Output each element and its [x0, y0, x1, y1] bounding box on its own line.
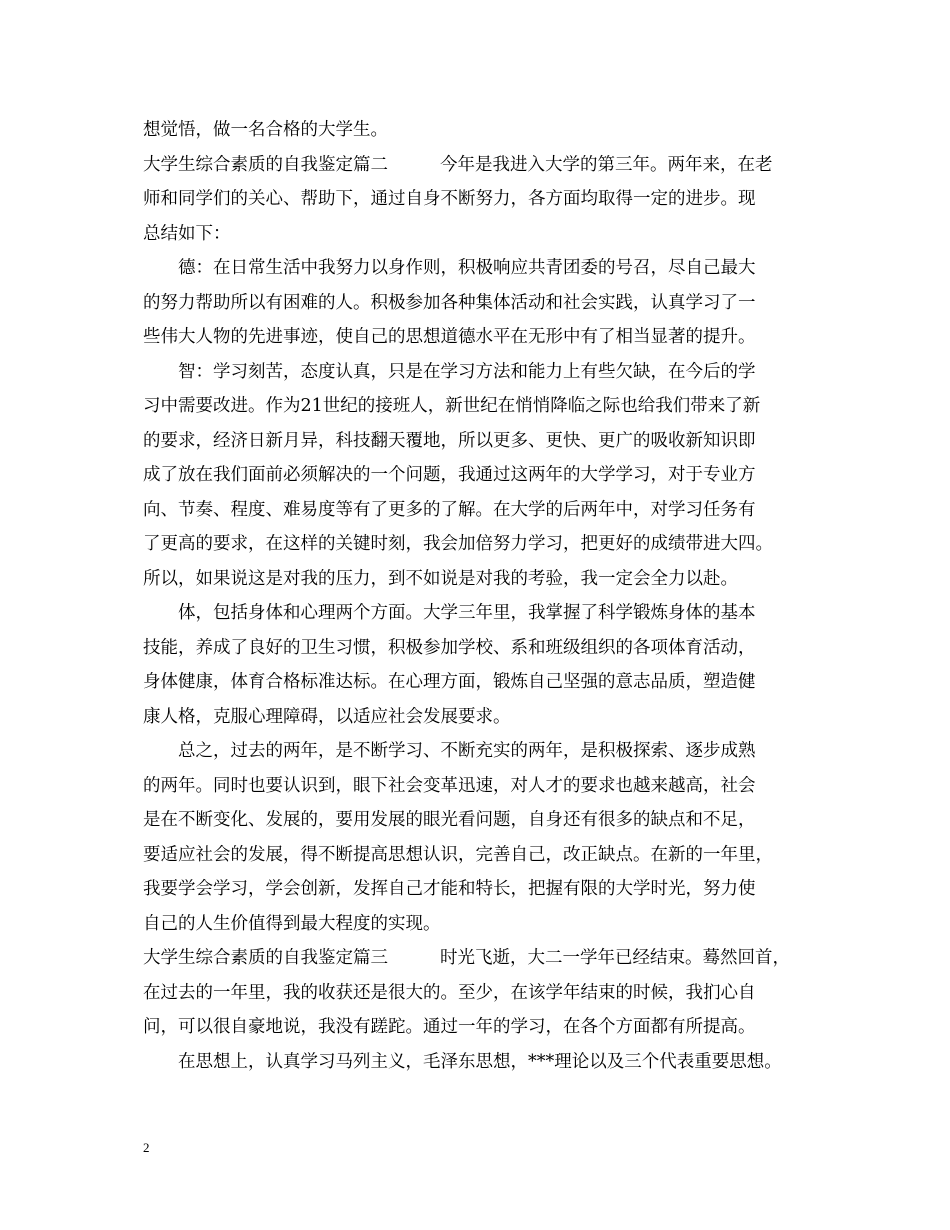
paragraph-line: 是在不断变化、发展的，要用发展的眼光看问题，自身还有很多的缺点和不足， [143, 810, 756, 830]
paragraph-line: 总结如下： [143, 223, 231, 244]
paragraph-line: 自己的人生价值得到最大程度的实现。 [143, 913, 441, 934]
paragraph-line: 想觉悟，做一名合格的大学生。 [143, 120, 388, 140]
paragraph-line: 了更高的要求，在这样的关键时刻，我会加倍努力学习，把更好的成绩带进大四。 [143, 534, 773, 554]
paragraph-line: 成了放在我们面前必须解决的一个问题，我通过这两年的大学学习，对于专业方 [143, 465, 756, 485]
section-heading-line [143, 148, 823, 183]
paragraph-line: 我要学会学习，学会创新，发挥自己才能和特长，把握有限的大学时光，努力使 [143, 879, 756, 899]
paragraph-line: 向、节奏、程度、难易度等有了更多的了解。在大学的后两年中，对学习任务有 [143, 499, 756, 520]
section-heading-line [143, 941, 823, 976]
paragraph-line: 在思想上，认真学习马列主义，毛泽东思想，***理论以及三个代表重要思想。 [178, 1051, 782, 1072]
paragraph-line: 师和同学们的关心、帮助下，通过自身不断努力，各方面均取得一定的进步。现 [143, 189, 756, 209]
paragraph-line: 康人格，克服心理障碍，以适应社会发展要求。 [143, 706, 511, 727]
paragraph-line: 的努力帮助所以有困难的人。积极参加各种集体活动和社会实践，认真学习了一 [143, 292, 756, 313]
paragraph-line: 在过去的一年里，我的收获还是很大的。至少，在该学年结束的时候，我扪心自 [143, 982, 756, 1003]
page-number: 2 [143, 1140, 150, 1155]
paragraph-line: 所以，如果说这是对我的压力，到不如说是对我的考验，我一定会全力以赴。 [143, 568, 738, 589]
paragraph-line: 习中需要改进。作为21世纪的接班人，新世纪在悄悄降临之际也给我们带来了新 [143, 396, 761, 416]
section-heading: 大学生综合素质的自我鉴定篇三 [143, 948, 388, 968]
section-heading: 大学生综合素质的自我鉴定篇二 [143, 154, 388, 175]
paragraph-line: 总之，过去的两年，是不断学习、不断充实的两年，是积极探索、逐步成熟 [178, 741, 756, 761]
paragraph-line: 的要求，经济日新月异，科技翻天覆地，所以更多、更快、更广的吸收新知识即 [143, 430, 756, 451]
section-intro-text: 时光飞逝，大二一学年已经结束。蓦然回首， [440, 948, 790, 968]
paragraph-line: 德：在日常生活中我努力以身作则，积极响应共青团委的号召，尽自己最大 [178, 258, 756, 278]
paragraph-line: 体，包括身体和心理两个方面。大学三年里，我掌握了科学锻炼身体的基本 [178, 603, 756, 623]
paragraph-line: 问，可以很自豪地说，我没有蹉跎。通过一年的学习，在各个方面都有所提高。 [143, 1017, 756, 1037]
paragraph-line: 技能，养成了良好的卫生习惯，积极参加学校、系和班级组织的各项体育活动， [143, 637, 756, 658]
paragraph-line: 要适应社会的发展，得不断提高思想认识，完善自己，改正缺点。在新的一年里， [143, 844, 773, 865]
paragraph-line: 智：学习刻苦，态度认真，只是在学习方法和能力上有些欠缺，在今后的学 [178, 361, 756, 382]
document-body [143, 113, 823, 1079]
paragraph-line: 些伟大人物的先进事迹，使自己的思想道德水平在无形中有了相当显著的提升。 [143, 327, 756, 347]
paragraph-line: 身体健康，体育合格标准达标。在心理方面，锻炼自己坚强的意志品质，塑造健 [143, 672, 756, 692]
section-intro-text: 今年是我进入大学的第三年。两年来，在老 [440, 154, 773, 175]
paragraph-line: 的两年。同时也要认识到，眼下社会变革迅速，对人才的要求也越来越高，社会 [143, 775, 756, 796]
